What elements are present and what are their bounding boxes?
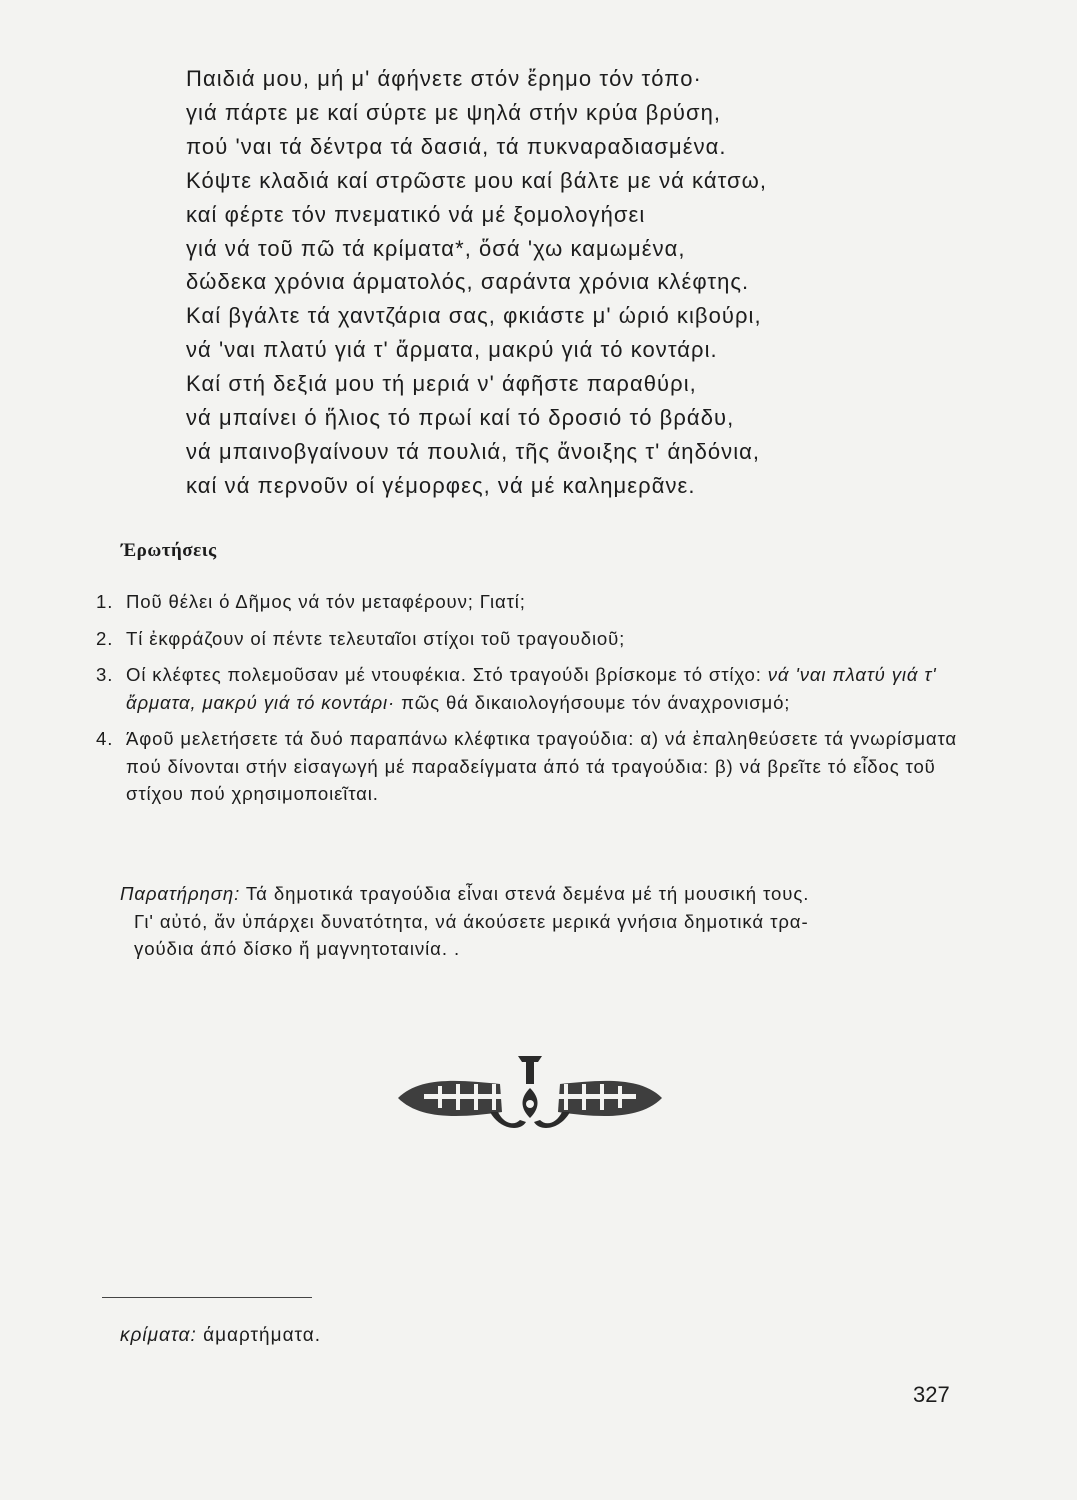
poem-line: καί νά περνοῦν οί γέμορφες, νά μέ καλημερᾶνε. bbox=[186, 472, 696, 498]
question-text bbox=[126, 661, 966, 716]
question-number: 2. bbox=[96, 627, 114, 649]
question-item bbox=[96, 661, 966, 716]
questions-list bbox=[96, 588, 966, 817]
footnote bbox=[120, 1325, 321, 1347]
poem-line: Παιδιά μου, μή μ' άφήνετε στόν ἔρημο τόν τόπο· bbox=[186, 66, 702, 91]
poem-line: πού 'ναι τά δέντρα τά δασιά, τά πυκναραδιασμένα. bbox=[186, 133, 727, 159]
poem-line: Καί βγάλτε τά χαντζάρια σας, φκιάστε μ' ώριό κιβούρι, bbox=[186, 303, 762, 329]
note-line: γούδια άπό δίσκο ἤ μαγνητοταινία. . bbox=[134, 938, 461, 959]
question-number: 4. bbox=[96, 728, 114, 749]
poem-line: γιά πάρτε με καί σύρτε με ψηλά στήν κρύα βρύση, bbox=[186, 99, 722, 125]
note-line bbox=[120, 880, 970, 908]
poem-line: Καί στή δεξιά μου τή μεριά ν' άφῆστε παραθύρι, bbox=[186, 371, 697, 397]
footnote-definition: άμαρτήματα. bbox=[196, 1325, 322, 1346]
question-number: 1. bbox=[96, 591, 114, 612]
footnote-divider bbox=[102, 1297, 312, 1298]
ornament-icon bbox=[380, 1050, 680, 1145]
poem-line: νά 'ναι πλατύ γιά τ' ἄρματα, μακρύ γιά τό κοντάρι. bbox=[186, 337, 718, 363]
question-text-end: πῶς θά δικαιολογήσουμε τόν άναχρονισμό; bbox=[395, 691, 791, 713]
poem-line: δώδεκα χρόνια άρματολός, σαράντα χρόνια κλέφτης. bbox=[186, 269, 750, 295]
note-label: Παρατήρηση: bbox=[120, 883, 241, 904]
question-text: Άφοῦ μελετήσετε τά δυό παραπάνω κλέφτικα τραγούδια: α) νά ἐπαληθεύσετε τά γνωρίσματα πού δίνονται στήν εἰσαγωγή μέ παραδείγματα άπό τά τραγούδια: β) νά βρεῖτε τό εἶδος τοῦ στίχου πού χρησιμοποιεῖται. bbox=[126, 728, 958, 804]
quoted-verse: νά 'ναι πλατύ γιά τ' ἄρματα, μακρύ γιά τό κοντάρι· bbox=[126, 664, 937, 713]
question-text: Τί ἐκφράζουν οί πέντε τελευταῖοι στίχοι τοῦ τραγουδιοῦ; bbox=[126, 627, 626, 649]
poem-line: καί φέρτε τόν πνεματικό νά μέ ξομολογήσει bbox=[186, 201, 646, 227]
poem-line: νά μπαίνει ό ἥλιος τό πρωί καί τό δροσιό τό βράδυ, bbox=[186, 405, 735, 431]
poem-line: νά μπαινοβγαίνουν τά πουλιά, τῆς ἄνοιξης τ' άηδόνια, bbox=[186, 438, 761, 464]
footnote-term: κρίματα: bbox=[120, 1325, 197, 1346]
question-item bbox=[96, 588, 966, 616]
question-text-start: Οί κλέφτες πολεμοῦσαν μέ ντουφέκια. Στό τραγούδι βρίσκομε τό στίχο: bbox=[126, 664, 768, 685]
note-line: Γι' αὐτό, ἄν ὑπάρχει δυνατότητα, νά άκούσετε μερικά γνήσια δημοτικά τρα- bbox=[134, 910, 809, 932]
questions-heading: Έρωτήσεις bbox=[121, 540, 217, 561]
poem bbox=[186, 62, 886, 503]
question-number: 3. bbox=[96, 664, 114, 685]
page-number: 327 bbox=[913, 1382, 950, 1407]
question-item bbox=[96, 725, 966, 808]
question-item bbox=[96, 625, 966, 653]
poem-line: γιά νά τοῦ πῶ τά κρίματα*, ὅσά 'χω καμωμένα, bbox=[186, 235, 686, 261]
note bbox=[120, 880, 970, 963]
question-text: Ποῦ θέλει ό Δῆμος νά τόν μεταφέρουν; Γιατί; bbox=[126, 591, 526, 612]
poem-line: Κόψτε κλαδιά καί στρῶστε μου καί βάλτε με νά κάτσω, bbox=[186, 167, 768, 193]
note-text: Τά δημοτικά τραγούδια εἶναι στενά δεμένα μέ τή μουσική τους. bbox=[240, 883, 810, 904]
